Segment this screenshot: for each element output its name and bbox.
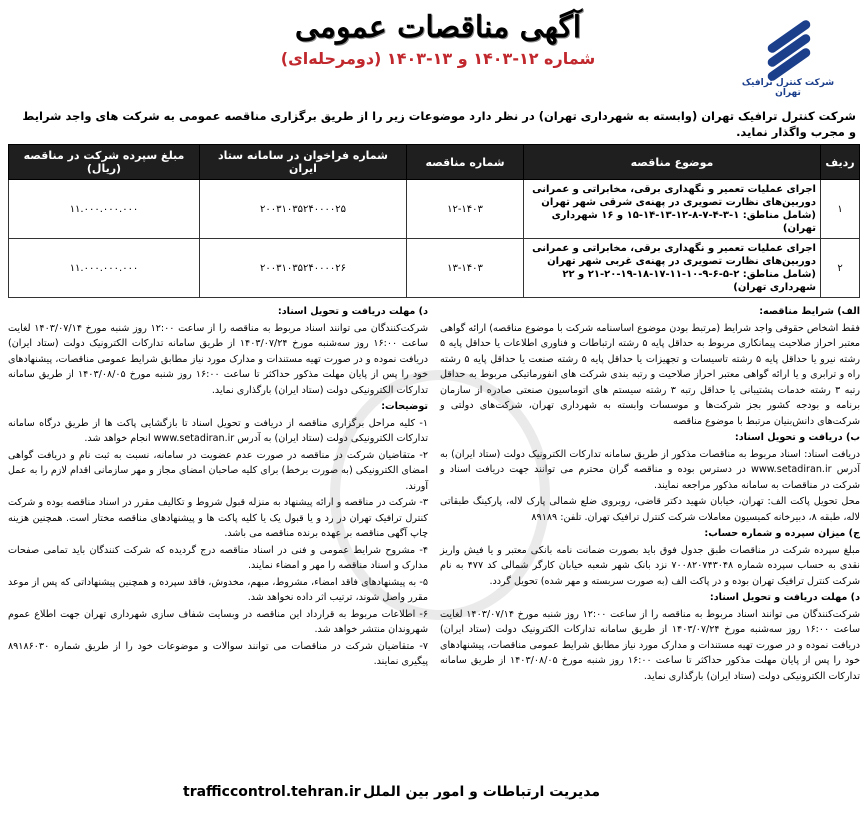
note-item: ۶- اطلاعات مربوط به قرارداد این مناقصه در وبسایت شفاف سازی شهرداری تهران جهت اطلاع عموم شهروندان منتشر خواهد شد. (8, 608, 428, 635)
cell-row: ۱ (821, 180, 860, 239)
cell-subject: اجرای عملیات تعمیر و نگهداری برقی، مخابراتی و عمرانی دوربین‌های نظارت تصویری در پهنه‌ی شرقی شهر تهران (شامل مناطق: ۱-۳-۴-۷-۸-۱۲-۱۳-۱۴-۱۵ و ۱۶ شهرداری تهران) (524, 180, 821, 239)
tenders-table (8, 144, 860, 298)
section-c-body: مبلغ سپرده شرکت در مناقصات طبق جدول فوق باید بصورت ضمانت نامه بانکی معتبر و یا فیش واریز نقدی به حساب سپرده شماره ۷۰۰۸۲۰۷۴۳۰۴۸ نزد بانک شهر شعبه خیابان کارگر شمالی کد ۴۷۷ به نام شرکت کنترل ترافیک تهران بوده و در پاکت الف (به صورت سربسته و مهر شده) تحویل گردد. (440, 544, 860, 587)
section-a-body: فقط اشخاص حقوقی واجد شرایط (مرتبط بودن موضوع اساسنامه شرکت با موضوع مناقصه) ارائه گواهی معتبر احراز صلاحیت پیمانکاری مربوط به حداقل پایه ۵ رشته ارتباطات و فناوری اطلاعات یا حداقل پایه ۵ رشته نیرو یا حداقل پایه ۵ رشته تاسیسات و تجهیزات یا حداقل پایه ۵ رشته صنعت یا حداقل پایه ۵ رشته راه و ترابری و یا ارائه گواهی معتبر احراز صلاحیت و رتبه بندی شرکت های انفورماتیکی مربوط به حداقل رتبه ۳ رشته خدمات پشتیبانی یا حداقل رتبه ۳ رشته سیستم های اتوماسیون صنعتی صادره از سازمان برنامه و بودجه کشور بجز شرکت‌ها و موسسات وابسته به شهرداری تهران، شرکت‌های دولتی و شرکت‌های دانش‌بنیان مرتبط با موضوع مناقصه (440, 322, 860, 427)
col-header-subject: موضوع مناقصه (524, 145, 821, 180)
logo-icon (758, 24, 818, 76)
note-item: ۵- به پیشنهادهای فاقد امضاء، مشروط، مبهم، مخدوش، فاقد سپرده و همچنین پیشنهاداتی که پس از موعد مقرر واصل شوند، ترتیب اثر داده نخواهد شد. (8, 576, 428, 603)
note-item: ۲- متقاضیان شرکت در مناقصه در صورت عدم عضویت در سامانه، نسبت به ثبت نام و دریافت گواهی امضای الکترونیکی (به صورت برخط) برای کلیه صاحبان امضای مجاز و مهر سازمانی اقدام لازم را به عمل آورند. (8, 449, 428, 492)
table-row (9, 239, 860, 298)
watermark-seal (330, 370, 550, 620)
logo-name: شرکت کنترل ترافیک تهران (741, 78, 835, 98)
section-c-title: ج) میزان سپرده و شماره حساب: (704, 528, 860, 539)
section-d-title: د) مهلت دریافت و تحویل اسناد: (709, 592, 860, 603)
left-section-d-body: شرکت‌کنندگان می توانند اسناد مربوط به مناقصه را از ساعت ۱۲:۰۰ روز شنبه مورخ ۱۴۰۳/۰۷/۱۴ لغایت ساعت ۱۶:۰۰ روز سه‌شنبه مورخ ۱۴۰۳/۰۷/۲۴ از طریق سامانه تدارکات الکترونیک دولت (ستاد ایران) دریافت نموده و در صورت تهیه مستندات و مدارک مورد نیاز مطابق شرایط عمومی مناقصات، پیشنهادهای خود را پس از پایان مهلت مذکور حداکثر تا ساعت ۱۶:۰۰ روز شنبه مورخ ۱۴۰۳/۰۸/۰۵ از طریق سامانه تدارکات الکترونیکی دولت (ستاد ایران) بارگذاری نماید. (8, 322, 429, 396)
title-block (218, 10, 658, 68)
cell-setad: ۲۰۰۳۱۰۳۵۲۴۰۰۰۰۲۵ (200, 180, 407, 239)
section-b-body-delivery: محل تحویل پاکت الف: تهران، خیابان شهید دکتر قاضی، روبروی ضلع شمالی پارک لاله، پارکینگ طبقاتی لاله، طبقه ۸، دبیرخانه کمیسیون معاملات شرکت کنترل ترافیک تهران. تلفن: ۸۹۱۸۹ (440, 496, 860, 523)
col-header-row: ردیف (821, 145, 860, 180)
section-d-body: شرکت‌کنندگان می توانند اسناد مربوط به مناقصه را از ساعت ۱۲:۰۰ روز شنبه مورخ ۱۴۰۳/۰۷/۱۴ لغایت ساعت ۱۶:۰۰ روز سه‌شنبه مورخ ۱۴۰۳/۰۷/۲۴ از طریق سامانه تدارکات الکترونیک دولت (ستاد ایران) دریافت نموده و در صورت تهیه مستندات و مدارک مورد نیاز مطابق شرایط عمومی مناقصات، پیشنهادهای خود را پس از پایان مهلت مذکور حداکثر تا ساعت ۱۶:۰۰ روز شنبه مورخ ۱۴۰۳/۰۸/۰۵ از طریق سامانه تدارکات الکترونیکی دولت (ستاد ایران) بارگذاری نماید. (440, 608, 861, 682)
note-item: ۳- شرکت در مناقصه و ارائه پیشنهاد به منزله قبول شروط و تکالیف مقرر در اسناد مناقصه بوده و شرکت کنترل ترافیک تهران در رد و یا قبول یک یا کلیه پاکت ها و پیشنهادهای مناقصه مختار است. همچنین هزینه چاپ آگهی مناقصه بر عهده برنده مناقصه می باشد. (8, 497, 428, 539)
section-b-title: ب) دریافت و تحویل اسناد: (734, 432, 860, 443)
table-row (9, 180, 860, 239)
cell-row: ۲ (821, 239, 860, 298)
cell-number: ۱۲-۱۴۰۳ (407, 180, 524, 239)
footer (8, 784, 860, 808)
footer-website-link[interactable]: trafficcontrol.tehran.ir (183, 784, 361, 800)
page-title: آگهی مناقصات عمومی (294, 10, 582, 45)
table-header-row (9, 145, 860, 180)
notes-title: توضیحات: (381, 401, 428, 412)
col-header-deposit: مبلغ سپرده شرکت در مناقصه (ریال) (9, 145, 200, 180)
company-logo (728, 24, 848, 98)
cell-number: ۱۳-۱۴۰۳ (407, 239, 524, 298)
section-a-title: الف) شرایط مناقصه: (759, 306, 860, 317)
note-item: ۴- مشروح شرایط عمومی و فنی در اسناد مناقصه درج گردیده که شرکت کنندگان باید تمامی صفحات مدارک و اسناد مناقصه را مهر و امضاء نمایند. (8, 544, 428, 571)
footer-department: مدیریت ارتباطات و امور بین الملل (363, 784, 600, 800)
header (8, 6, 860, 108)
page-subtitle: شماره ۱۲-۱۴۰۳ و ۱۳-۱۴۰۳ (دومرحله‌ای) (280, 49, 596, 68)
col-header-number: شماره مناقصه (407, 145, 524, 180)
col-header-setad: شماره فراخوان در سامانه ستاد ایران (200, 145, 407, 180)
cell-subject: اجرای عملیات تعمیر و نگهداری برقی، مخابراتی و عمرانی دوربین‌های نظارت تصویری در پهنه‌ی غربی شهر تهران (شامل مناطق: ۲-۵-۶-۹-۱۰-۱۱-۱۷-۱۸-۱۹-۲۰-۲۱ و ۲۲ شهرداری تهران) (524, 239, 821, 298)
note-item: ۱- کلیه مراحل برگزاری مناقصه از دریافت و تحویل اسناد تا بازگشایی پاکت ها از طریق درگاه سامانه تدارکات الکترونیکی دولت (ستاد ایران) به آدرس www.setadiran.ir انجام خواهد شد. (8, 417, 428, 444)
left-section-d-title: د) مهلت دریافت و تحویل اسناد: (277, 306, 428, 317)
cell-deposit: ۱۱.۰۰۰.۰۰۰.۰۰۰ (9, 180, 200, 239)
intro-text: شرکت کنترل ترافیک تهران (وابسته به شهرداری تهران) در نظر دارد موضوعات زیر را از طریق برگزاری مناقصه عمومی به شرکت های واجد شرایط و مجرب واگذار نماید. (22, 109, 856, 139)
cell-deposit: ۱۱.۰۰۰.۰۰۰.۰۰۰ (9, 239, 200, 298)
cell-setad: ۲۰۰۳۱۰۳۵۲۴۰۰۰۰۲۶ (200, 239, 407, 298)
section-b-body: دریافت اسناد: اسناد مربوط به مناقصات مذکور از طریق سامانه تدارکات الکترونیک دولت (ستاد ایران) به آدرس www.setadiran.ir در دسترس بوده و مناقصه گران محترم می توانند جهت دریافت اسناد و شرکت در مناقصات به سامانه مذکور مراجعه نمایند. (440, 448, 860, 491)
note-item: ۷- متقاضیان شرکت در مناقصات می توانند سوالات و موضوعات خود را از طریق شماره ۸۹۱۸۶۰۳۰ پیگیری نمایند. (8, 640, 428, 667)
